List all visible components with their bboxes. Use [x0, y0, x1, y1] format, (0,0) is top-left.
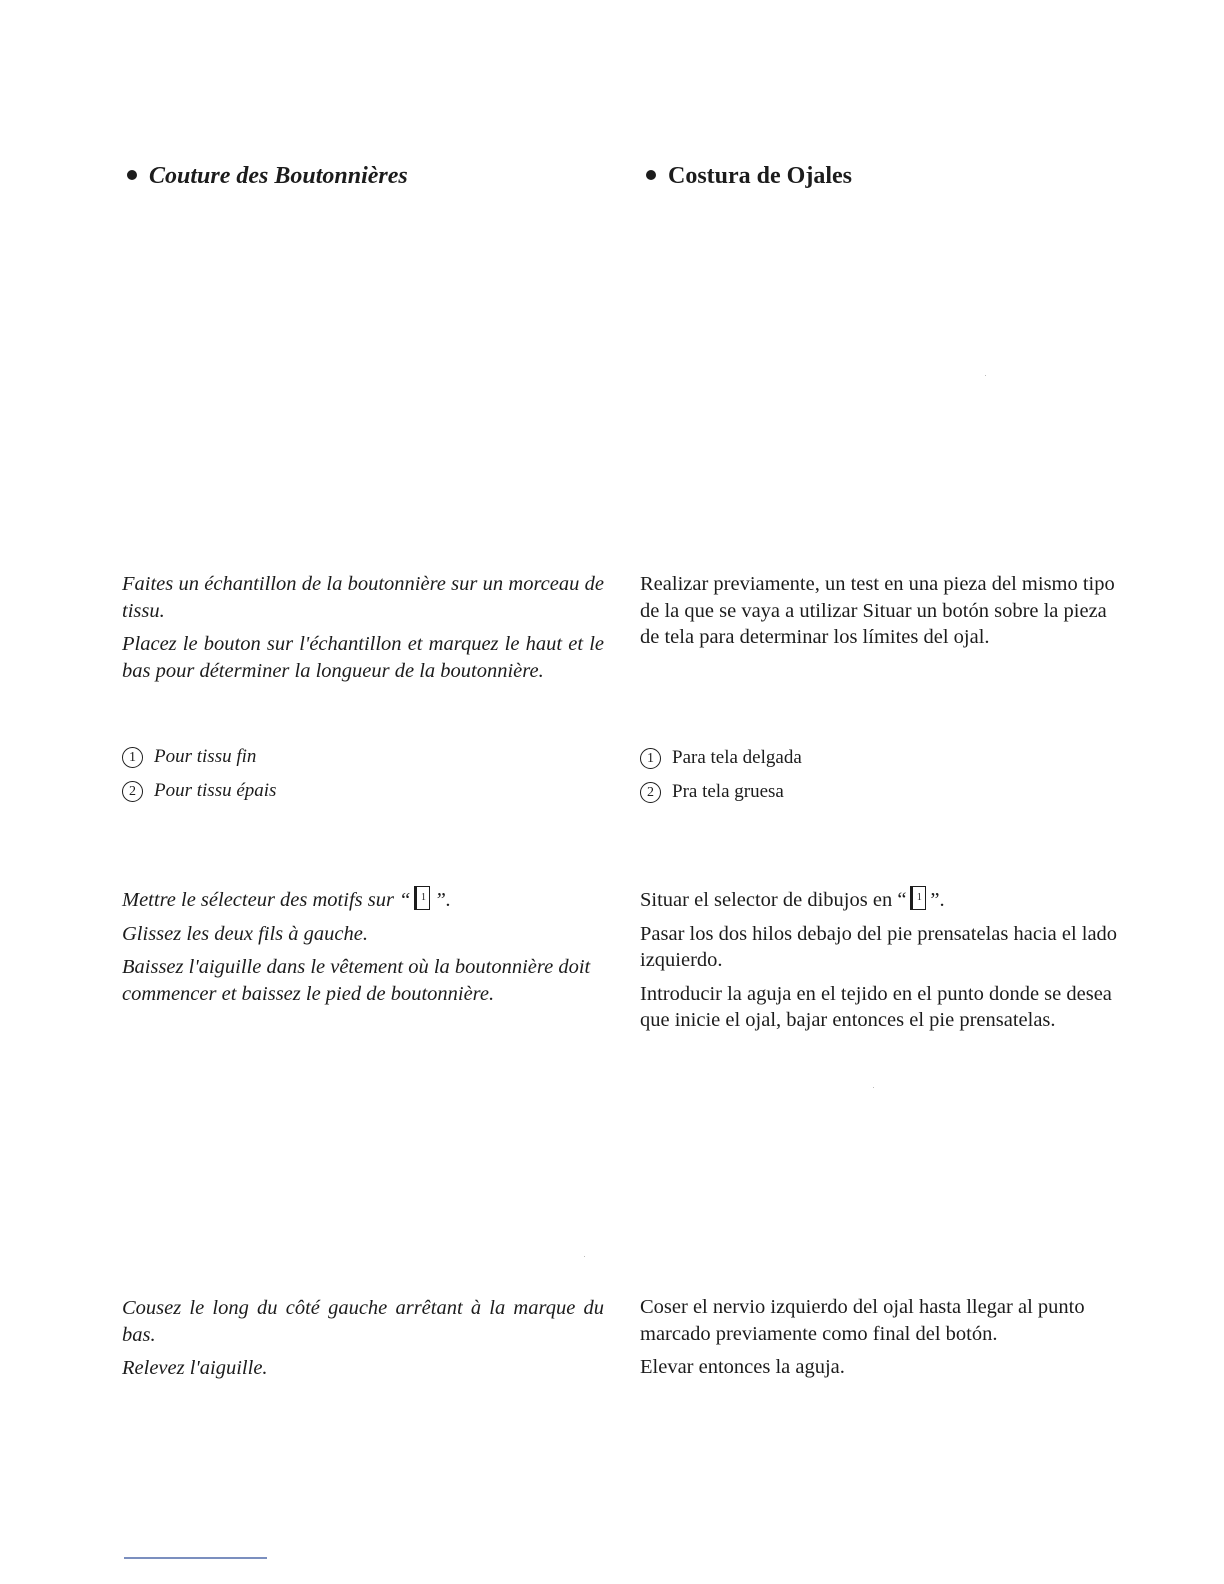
scan-speck: [985, 375, 986, 376]
list-item: [122, 774, 276, 808]
french-section-1-p2: Placez le bouton sur l'échantillon et marquez le haut et le bas pour déterminer la longueur de la boutonnière.: [122, 633, 604, 682]
spanish-section-1: [640, 571, 1126, 658]
bullet-icon: [127, 170, 137, 180]
french-section-2-p1: [122, 887, 612, 914]
buttonhole-selector-icon: 1: [414, 886, 430, 910]
spanish-section-2-p3: Introducir la aguja en el tejido en el punto donde se desea que inicie el ojal, bajar entonces el pie prensatelas.: [640, 982, 1112, 1031]
text-fragment: Mettre le sélecteur des motifs sur “: [122, 889, 411, 911]
french-section-3: [122, 1295, 604, 1389]
french-section-2-p2: Glissez les deux fils à gauche.: [122, 922, 368, 945]
spanish-section-2-p2: Pasar los dos hilos debajo del pie prensatelas hacia el lado izquierdo.: [640, 922, 1118, 971]
list-item: [640, 775, 802, 809]
french-heading-text: Couture des Boutonnières: [149, 163, 408, 189]
list-item: [122, 740, 276, 774]
spanish-section-3-p1: Coser el nervio izquierdo del ojal hasta llegar al punto marcado previamente como final del botón.: [640, 1296, 1085, 1345]
spanish-section-1-p1: Realizar previamente, un test en una pieza del mismo tipo de la que se vaya a utilizar Situar un botón sobre la pieza de tela para determinar los límites del ojal.: [640, 573, 1115, 648]
text-fragment: ”.: [434, 889, 452, 911]
list-item: [640, 741, 802, 775]
circled-number: 2: [122, 781, 143, 802]
french-heading: [127, 162, 408, 190]
spanish-heading: [646, 162, 852, 190]
bullet-icon: [646, 170, 656, 180]
french-section-3-p1: Cousez le long du côté gauche arrêtant à la marque du bas.: [122, 1297, 604, 1346]
list-item-label: Pra tela gruesa: [672, 781, 784, 802]
list-item-label: Pour tissu fin: [154, 746, 257, 767]
list-item-label: Pour tissu épais: [154, 780, 277, 801]
text-fragment: Situar el selector de dibujos en “: [640, 889, 907, 911]
text-fragment: ”.: [930, 889, 945, 911]
spanish-fabric-list: [640, 741, 802, 809]
circled-number: 1: [122, 747, 143, 768]
circled-number: 2: [640, 782, 661, 803]
spanish-heading-text: Costura de Ojales: [668, 163, 852, 189]
circled-number: 1: [640, 748, 661, 769]
footer-rule: [124, 1557, 267, 1559]
spanish-section-2: [640, 887, 1126, 1041]
french-fabric-list: [122, 740, 276, 808]
french-section-2: [122, 887, 612, 1014]
spanish-section-3-p2: Elevar entonces la aguja.: [640, 1356, 845, 1378]
spanish-section-2-p1: [640, 887, 1126, 914]
spanish-section-3: [640, 1294, 1126, 1388]
buttonhole-selector-icon: 1: [910, 886, 926, 910]
scan-speck: [873, 1087, 874, 1088]
french-section-3-p2: Relevez l'aiguille.: [122, 1357, 268, 1379]
french-section-1-p1: Faites un échantillon de la boutonnière sur un morceau de tissu.: [122, 573, 604, 622]
french-section-1: [122, 571, 604, 691]
french-section-2-p3: Baissez l'aiguille dans le vêtement où la boutonnière doit commencer et baissez le pied de boutonnière.: [122, 956, 591, 1005]
scan-speck: [584, 1256, 585, 1257]
list-item-label: Para tela delgada: [672, 747, 802, 768]
